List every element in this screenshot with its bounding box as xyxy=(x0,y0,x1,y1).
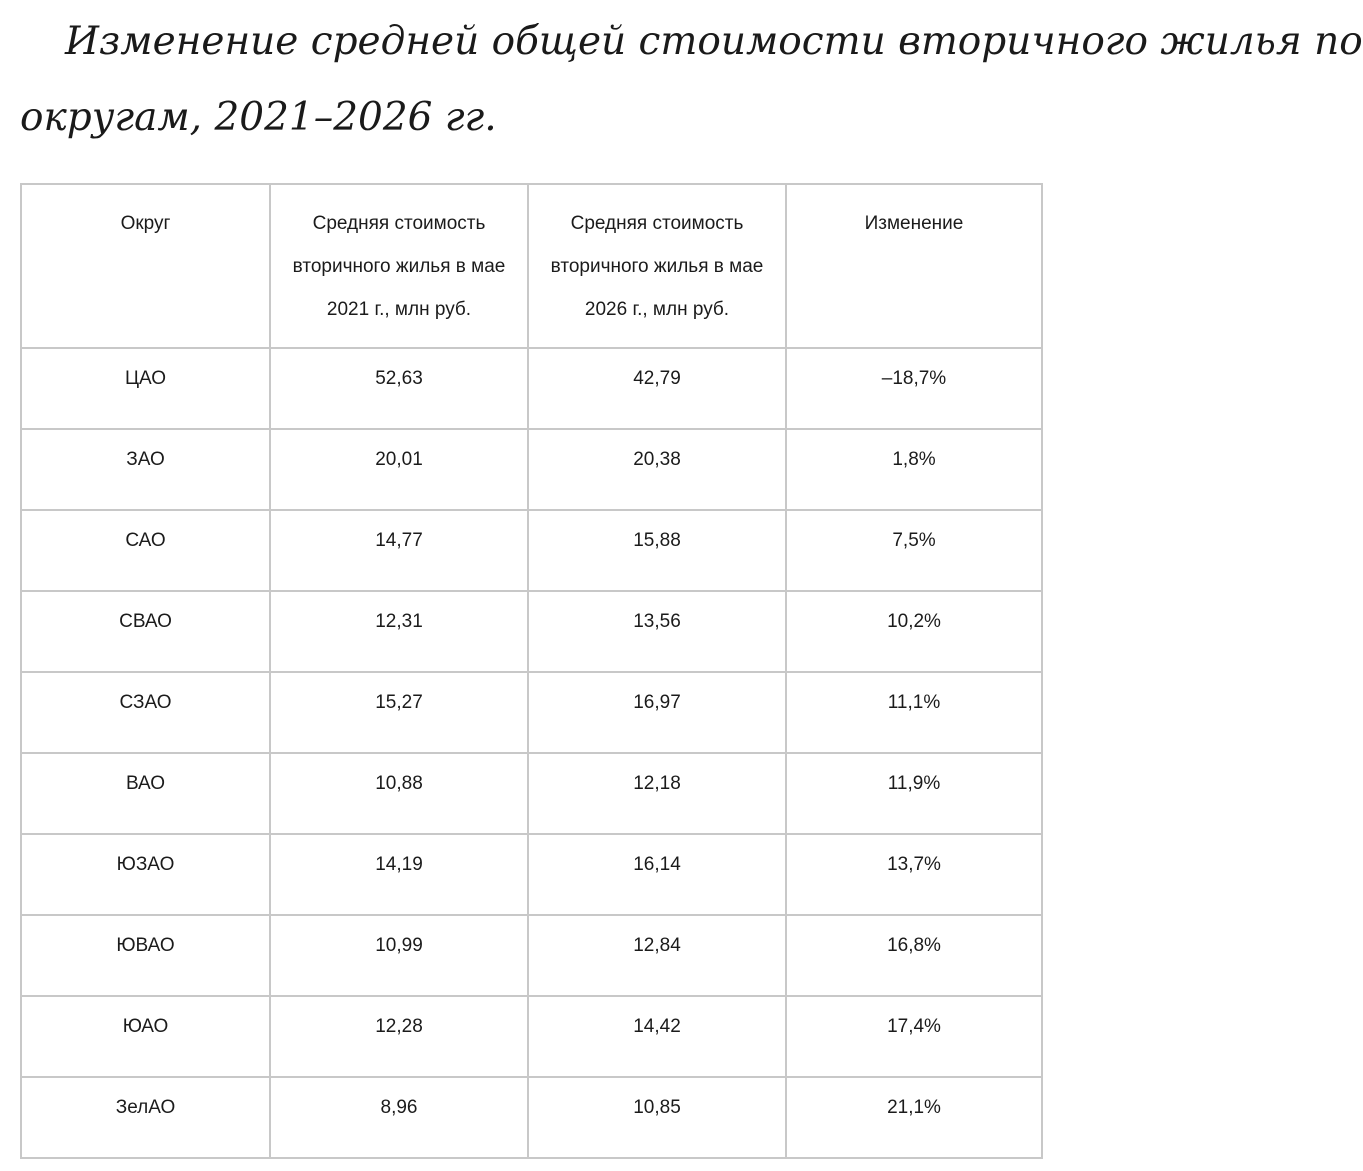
cell-price-2021: 10,99 xyxy=(270,915,528,996)
cell-price-2021: 20,01 xyxy=(270,429,528,510)
cell-price-2021: 14,77 xyxy=(270,510,528,591)
header-okrug: Округ xyxy=(21,184,270,348)
table-row xyxy=(21,591,1042,672)
cell-change: 17,4% xyxy=(786,996,1042,1077)
cell-okrug: ЗАО xyxy=(21,429,270,510)
cell-okrug: ВАО xyxy=(21,753,270,834)
cell-change: 7,5% xyxy=(786,510,1042,591)
cell-price-2021: 15,27 xyxy=(270,672,528,753)
cell-price-2021: 8,96 xyxy=(270,1077,528,1158)
price-table xyxy=(20,183,1043,1159)
cell-okrug: ЦАО xyxy=(21,348,270,429)
cell-change: 21,1% xyxy=(786,1077,1042,1158)
table-row xyxy=(21,429,1042,510)
table-header-row xyxy=(21,184,1042,348)
cell-okrug: ЮАО xyxy=(21,996,270,1077)
table-row xyxy=(21,672,1042,753)
cell-price-2026: 10,85 xyxy=(528,1077,786,1158)
cell-price-2026: 15,88 xyxy=(528,510,786,591)
cell-okrug: САО xyxy=(21,510,270,591)
cell-change: 13,7% xyxy=(786,834,1042,915)
page-title-line-2: округам, 2021–2026 гг. xyxy=(20,95,497,140)
table-row xyxy=(21,510,1042,591)
cell-price-2026: 12,84 xyxy=(528,915,786,996)
cell-price-2026: 16,14 xyxy=(528,834,786,915)
cell-price-2021: 52,63 xyxy=(270,348,528,429)
table-row xyxy=(21,834,1042,915)
cell-okrug: ЮВАО xyxy=(21,915,270,996)
header-price-2021: Средняя стоимость вторичного жилья в мае 2021 г., млн руб. xyxy=(270,184,528,348)
cell-price-2021: 12,31 xyxy=(270,591,528,672)
cell-price-2026: 14,42 xyxy=(528,996,786,1077)
cell-change: 10,2% xyxy=(786,591,1042,672)
cell-okrug: ЗелАО xyxy=(21,1077,270,1158)
cell-price-2026: 12,18 xyxy=(528,753,786,834)
cell-price-2026: 42,79 xyxy=(528,348,786,429)
table-row xyxy=(21,915,1042,996)
cell-change: 11,1% xyxy=(786,672,1042,753)
table-row xyxy=(21,753,1042,834)
cell-change: –18,7% xyxy=(786,348,1042,429)
cell-price-2026: 20,38 xyxy=(528,429,786,510)
cell-okrug: СВАО xyxy=(21,591,270,672)
page-title-line-1: Изменение средней общей стоимости вторичного жилья по xyxy=(65,19,1363,64)
cell-price-2026: 16,97 xyxy=(528,672,786,753)
page-title xyxy=(20,4,1363,156)
cell-price-2021: 12,28 xyxy=(270,996,528,1077)
table-row xyxy=(21,348,1042,429)
table-row xyxy=(21,996,1042,1077)
cell-okrug: СЗАО xyxy=(21,672,270,753)
cell-change: 1,8% xyxy=(786,429,1042,510)
cell-price-2021: 10,88 xyxy=(270,753,528,834)
table-row xyxy=(21,1077,1042,1158)
cell-price-2026: 13,56 xyxy=(528,591,786,672)
cell-price-2021: 14,19 xyxy=(270,834,528,915)
cell-okrug: ЮЗАО xyxy=(21,834,270,915)
cell-change: 16,8% xyxy=(786,915,1042,996)
header-price-2026: Средняя стоимость вторичного жилья в мае 2026 г., млн руб. xyxy=(528,184,786,348)
cell-change: 11,9% xyxy=(786,753,1042,834)
header-change: Изменение xyxy=(786,184,1042,348)
